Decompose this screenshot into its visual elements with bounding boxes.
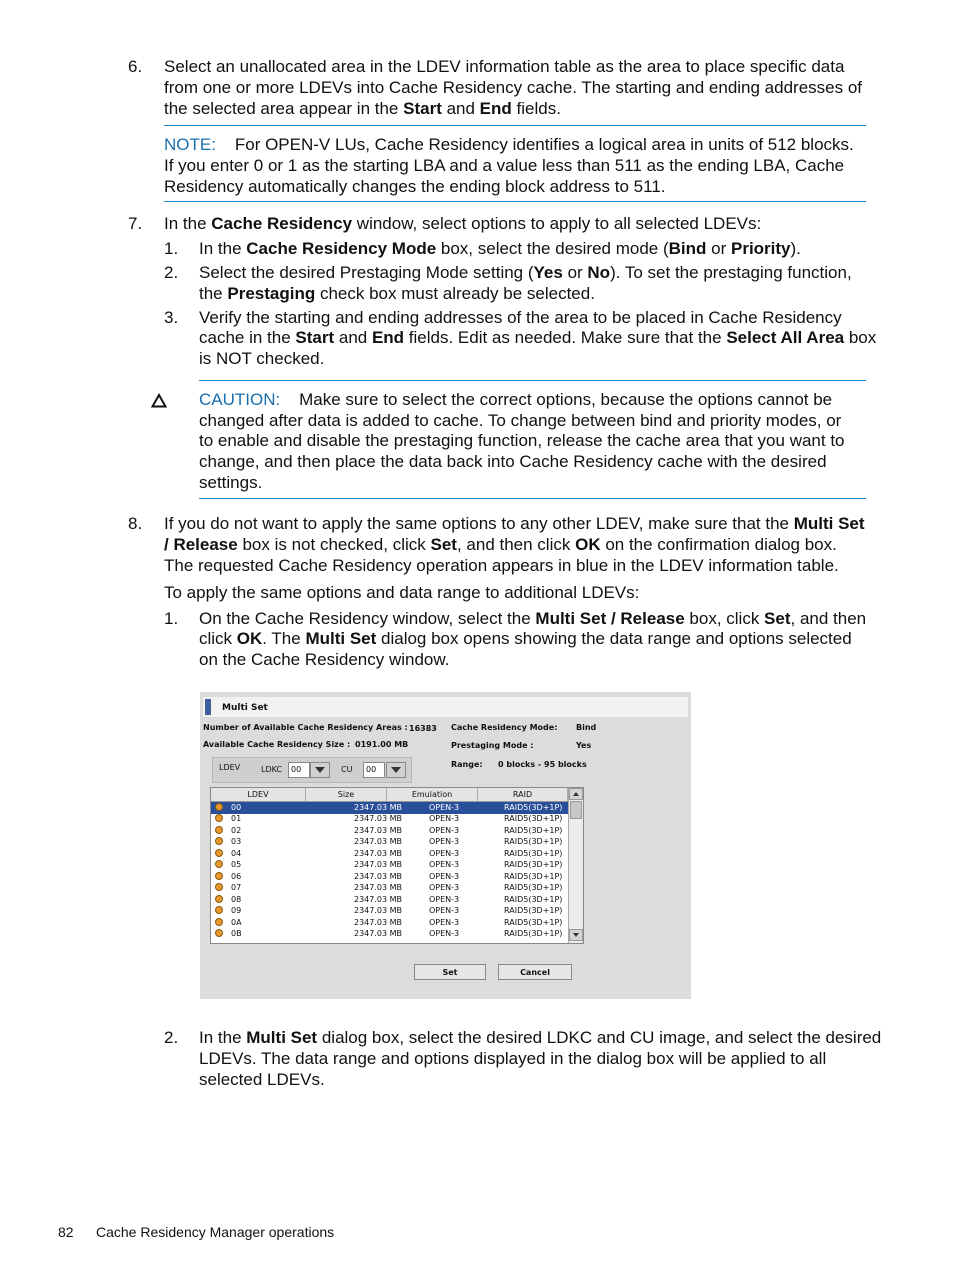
emulation-cell: OPEN-3	[429, 837, 460, 847]
size-cell: 2347.03 MB	[354, 803, 403, 812]
ldev-status-icon	[215, 929, 223, 937]
ldkc-select-value: 00	[291, 765, 302, 774]
table-header	[211, 788, 568, 802]
table-row[interactable]	[211, 917, 568, 929]
raid-cell: RAID5(3D+1P)	[504, 837, 563, 847]
size-cell: 2347.03 MB	[354, 814, 403, 824]
cu-select[interactable]	[363, 762, 385, 778]
caution-line5: settings.	[199, 473, 263, 492]
available-areas-value: 16383	[409, 724, 437, 733]
table-row[interactable]	[211, 928, 568, 940]
step-6-text-line2: from one or more LDEVs into Cache Residency cache. The starting and ending addresses of	[164, 78, 863, 97]
table-row[interactable]	[211, 836, 568, 848]
table-row[interactable]	[211, 825, 568, 837]
note-line1: NOTE: For OPEN-V LUs, Cache Residency identifies a logical area in units of 512 blocks.	[164, 135, 854, 154]
ldev-cell: 08	[231, 894, 242, 904]
set-button[interactable]: Set	[414, 964, 486, 980]
raid-cell: RAID5(3D+1P)	[504, 894, 563, 904]
size-cell: 2347.03 MB	[354, 906, 403, 916]
caution-line1: CAUTION: Make sure to select the correct options, because the options cannot be	[199, 390, 833, 409]
range-value: 0 blocks - 95 blocks	[498, 760, 587, 769]
ldev-cell: 03	[231, 837, 242, 847]
dialog-title-accent	[205, 699, 211, 715]
ldev-status-icon	[215, 814, 223, 822]
note-line3: Residency automatically changes the ending block address to 511.	[164, 177, 666, 196]
step-8-line4: To apply the same options and data range to additional LDEVs:	[164, 583, 640, 602]
scroll-down-icon	[573, 933, 579, 937]
step-8-sub1-line2: click OK. The Multi Set dialog box opens showing the data range and options selected	[199, 629, 852, 648]
raid-cell: RAID5(3D+1P)	[504, 848, 563, 858]
column-header-raid[interactable]: RAID	[478, 788, 568, 801]
step-7-sub2-number: 2.	[164, 263, 179, 282]
cu-label: CU	[341, 765, 353, 774]
table-row[interactable]	[211, 905, 568, 917]
mode-value: Bind	[576, 723, 597, 732]
ldev-status-icon	[215, 803, 223, 811]
ldkc-select[interactable]	[288, 762, 310, 778]
table-row[interactable]	[211, 859, 568, 871]
ldev-cell: 05	[231, 860, 242, 870]
step-8-line2: / Release box is not checked, click Set, and then click OK on the confirmation dialog box.	[164, 535, 837, 554]
cancel-button[interactable]: Cancel	[498, 964, 572, 980]
cu-select-value: 00	[366, 765, 377, 774]
scroll-up-button[interactable]	[569, 788, 583, 800]
ldev-status-icon	[215, 872, 223, 880]
raid-cell: RAID5(3D+1P)	[504, 825, 563, 835]
emulation-cell: OPEN-3	[429, 917, 460, 927]
emulation-cell: OPEN-3	[429, 848, 460, 858]
table-row[interactable]	[211, 894, 568, 906]
step-7-sub2-line1: Select the desired Prestaging Mode setting (Yes or No). To set the prestaging function,	[199, 263, 852, 282]
caution-warning-icon	[151, 393, 167, 408]
ldev-status-icon	[215, 895, 223, 903]
chevron-down-icon	[391, 767, 401, 773]
ldev-table	[210, 787, 584, 944]
step-7-number: 7.	[128, 214, 143, 233]
emulation-cell: OPEN-3	[429, 803, 460, 812]
step-8-sub2-number: 2.	[164, 1028, 179, 1047]
size-cell: 2347.03 MB	[354, 917, 403, 927]
emulation-cell: OPEN-3	[429, 906, 460, 916]
cu-dropdown-button[interactable]	[386, 762, 406, 778]
size-cell: 2347.03 MB	[354, 871, 403, 881]
table-row[interactable]	[211, 802, 568, 814]
ldev-status-icon	[215, 849, 223, 857]
prestaging-label: Prestaging Mode :	[451, 741, 534, 750]
ldev-label: LDEV	[219, 763, 241, 772]
ldev-status-icon	[215, 837, 223, 845]
caution-label: CAUTION:	[199, 390, 281, 409]
emulation-cell: OPEN-3	[429, 883, 460, 893]
emulation-cell: OPEN-3	[429, 825, 460, 835]
ldev-cell: 01	[231, 814, 242, 824]
emulation-cell: OPEN-3	[429, 928, 460, 938]
column-header-size[interactable]: Size	[306, 788, 387, 801]
ldkc-label: LDKC	[261, 765, 283, 774]
size-cell: 2347.03 MB	[354, 848, 403, 858]
scroll-up-icon	[573, 792, 579, 796]
step-7-sub3-line1: Verify the starting and ending addresses of the area to be placed in Cache Residency	[199, 308, 842, 327]
step-7-sub3-line3: is NOT checked.	[199, 349, 325, 368]
raid-cell: RAID5(3D+1P)	[504, 814, 563, 824]
raid-cell: RAID5(3D+1P)	[504, 803, 563, 812]
available-size-label: Available Cache Residency Size :	[203, 740, 351, 749]
step-8-line1: If you do not want to apply the same options to any other LDEV, make sure that the Multi Set	[164, 514, 865, 533]
table-row[interactable]	[211, 871, 568, 883]
size-cell: 2347.03 MB	[354, 837, 403, 847]
footer-section-title: Cache Residency Manager operations	[96, 1224, 335, 1240]
ldev-status-icon	[215, 860, 223, 868]
available-areas-label: Number of Available Cache Residency Areas :	[203, 723, 408, 732]
size-cell: 2347.03 MB	[354, 825, 403, 835]
emulation-cell: OPEN-3	[429, 871, 460, 881]
chevron-down-icon	[315, 767, 325, 773]
emulation-cell: OPEN-3	[429, 860, 460, 870]
note-bottom-rule	[164, 201, 866, 202]
caution-bottom-rule	[199, 498, 866, 499]
ldev-status-icon	[215, 883, 223, 891]
raid-cell: RAID5(3D+1P)	[504, 906, 563, 916]
mode-label: Cache Residency Mode:	[451, 723, 558, 732]
step-7-sub3-line2: cache in the Start and End fields. Edit as needed. Make sure that the Select All Area box	[199, 328, 877, 347]
emulation-cell: OPEN-3	[429, 894, 460, 904]
ldev-cell: 06	[231, 871, 242, 881]
raid-cell: RAID5(3D+1P)	[504, 917, 563, 927]
raid-cell: RAID5(3D+1P)	[504, 871, 563, 881]
step-8-sub1-line3: on the Cache Residency window.	[199, 650, 450, 669]
range-label: Range:	[451, 760, 483, 769]
size-cell: 2347.03 MB	[354, 883, 403, 893]
ldev-cell: 07	[231, 883, 242, 893]
ldev-cell: 02	[231, 825, 242, 835]
ldev-status-icon	[215, 906, 223, 914]
ldev-cell: 0B	[231, 928, 242, 938]
column-header-ldev[interactable]: LDEV	[211, 788, 306, 801]
step-6-text-line3: the selected area appear in the Start and End fields.	[164, 99, 561, 118]
table-row[interactable]	[211, 882, 568, 894]
raid-cell: RAID5(3D+1P)	[504, 860, 563, 870]
ldev-status-icon	[215, 826, 223, 834]
note-line2: If you enter 0 or 1 as the starting LBA and a value less than 511 as the ending LBA, Cache	[164, 156, 845, 175]
size-cell: 2347.03 MB	[354, 928, 403, 938]
caution-line3: to enable and disable the prestaging function, release the cache area that you want to	[199, 431, 845, 450]
caution-line4: change, and then place the data back into Cache Residency cache with the desired	[199, 452, 827, 471]
step-7-sub2-line2: the Prestaging check box must already be selected.	[199, 284, 595, 303]
caution-top-rule	[199, 380, 866, 381]
step-6-number: 6.	[128, 57, 143, 76]
ldev-cell: 09	[231, 906, 242, 916]
dialog-title-bar	[203, 697, 688, 717]
scroll-down-button[interactable]	[569, 929, 583, 941]
ldev-cell: 00	[231, 803, 242, 812]
step-8-sub1-line1: On the Cache Residency window, select the Multi Set / Release box, click Set, and then	[199, 609, 867, 628]
dialog-title: Multi Set	[222, 703, 268, 713]
available-size-value: 0191.00 MB	[355, 740, 409, 749]
caution-line2: changed after data is added to cache. To change between bind and priority modes, or	[199, 411, 842, 430]
raid-cell: RAID5(3D+1P)	[504, 928, 563, 938]
step-8-sub2-line1: In the Multi Set dialog box, select the desired LDKC and CU image, and select the desired	[199, 1028, 882, 1047]
multi-set-dialog-screenshot	[200, 692, 691, 999]
ldev-cell: 0A	[231, 917, 242, 927]
step-6-text-line1: Select an unallocated area in the LDEV information table as the area to place specific data	[164, 57, 845, 76]
size-cell: 2347.03 MB	[354, 894, 403, 904]
ldkc-dropdown-button[interactable]	[310, 762, 330, 778]
table-row[interactable]	[211, 848, 568, 860]
step-8-sub2-line3: selected LDEVs.	[199, 1070, 325, 1089]
ldev-cell: 04	[231, 848, 242, 858]
step-7-sub1-text: In the Cache Residency Mode box, select the desired mode (Bind or Priority).	[199, 239, 801, 258]
table-row[interactable]	[211, 813, 568, 825]
table-scrollbar[interactable]	[568, 788, 583, 943]
step-8-sub2-line2: LDEVs. The data range and options displayed in the dialog box will be applied to all	[199, 1049, 827, 1068]
page-number: 82	[58, 1224, 74, 1240]
step-8-number: 8.	[128, 514, 143, 533]
ldev-status-icon	[215, 918, 223, 926]
step-7-text: In the Cache Residency window, select options to apply to all selected LDEVs:	[164, 214, 762, 233]
size-cell: 2347.03 MB	[354, 860, 403, 870]
note-top-rule	[164, 125, 866, 126]
scroll-thumb[interactable]	[570, 801, 582, 819]
step-8-sub1-number: 1.	[164, 609, 179, 628]
raid-cell: RAID5(3D+1P)	[504, 883, 563, 893]
note-label: NOTE:	[164, 135, 216, 154]
prestaging-value: Yes	[576, 741, 592, 750]
step-7-sub1-number: 1.	[164, 239, 179, 258]
emulation-cell: OPEN-3	[429, 814, 460, 824]
column-header-emulation[interactable]: Emulation	[387, 788, 478, 801]
step-7-sub3-number: 3.	[164, 308, 179, 327]
step-8-line3: The requested Cache Residency operation appears in blue in the LDEV information table.	[164, 556, 839, 575]
